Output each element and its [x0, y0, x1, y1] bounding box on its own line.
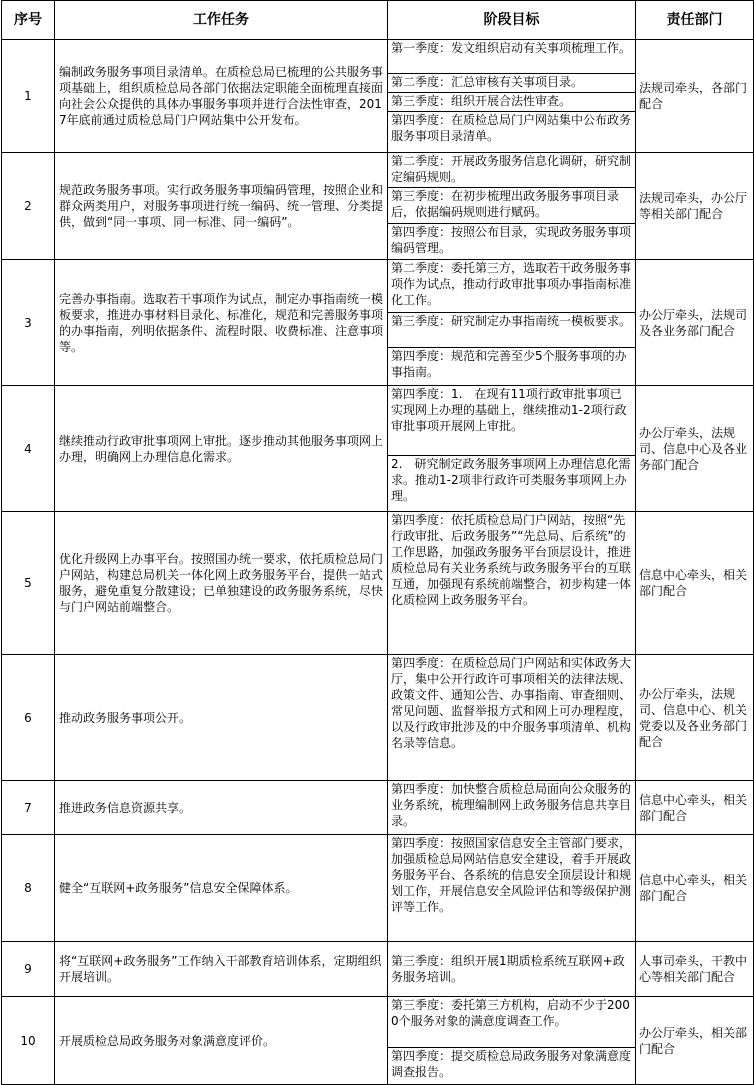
row-number: 6 [2, 655, 55, 781]
table-row [2, 655, 754, 781]
stage-goal: 第三季度：研究制定办事指南统一模板要求。 [388, 312, 635, 347]
dept-cell: 信息中心牵头，相关部门配合 [636, 835, 754, 942]
stage-goal: 第四季度：规范和完善至少5个服务事项的办事指南。 [388, 347, 635, 382]
goal-cell [388, 781, 636, 835]
row-number: 4 [2, 386, 55, 512]
table-row [2, 835, 754, 942]
table-row [2, 260, 754, 386]
header-no: 序号 [2, 1, 55, 40]
row-number: 10 [2, 997, 55, 1085]
goal-cell [388, 512, 636, 655]
dept-cell: 信息中心牵头，相关部门配合 [636, 781, 754, 835]
goal-cell [388, 40, 636, 153]
header-dept: 责任部门 [636, 1, 754, 40]
table-body [2, 40, 754, 1085]
stage-goal: 第四季度：按照公布目录，实现政务服务事项编码管理。 [388, 223, 635, 258]
stage-goal: 第四季度：加快整合质检总局面向公众服务的业务系统，梳理编制网上政务服务信息共享目录。 [391, 782, 632, 828]
stage-goal: 第四季度：在质检总局门户网站集中公布政务服务事项目录清单。 [388, 111, 635, 147]
task-cell: 规范政务服务事项。实行政务服务事项编码管理，按照企业和群众两类用户，对服务事项进行统一编码、统一管理、分类提供，做到“同一事项、同一标准、同一编码”。 [55, 153, 388, 260]
task-cell: 完善办事指南。选取若干事项作为试点，制定办事指南统一模板要求，推进办事材料目录化、标准化，规范和完善服务事项的办事指南，列明依据条件、流程时限、收费标准、注意事项等。 [55, 260, 388, 386]
stage-goal: 第二季度：汇总审核有关事项目录。 [388, 73, 635, 92]
row-number: 1 [2, 40, 55, 153]
table-row [2, 512, 754, 655]
stage-goal: 2. 研究制定政务服务事项网上办理信息化需求。推动1-2项非行政许可类服务事项网上办理。 [388, 455, 635, 509]
stage-goal: 第二季度：委托第三方，选取若干政务服务事项作为试点，推动行政审批事项办事指南标准化工作。 [391, 261, 632, 307]
goal-cell [388, 386, 636, 512]
header-task: 工作任务 [55, 1, 388, 40]
stage-goal: 第四季度：提交质检总局政务服务对象满意度调查报告。 [388, 1047, 635, 1082]
task-cell: 推进政务信息资源共享。 [55, 781, 388, 835]
task-cell: 编制政务服务事项目录清单。在质检总局已梳理的公共服务事项基础上，组织质检总局各部门依据法定职能全面梳理直接面向社会公众提供的具体办事服务事项并进行合法性审查，2017年底前通过质检总局门户网站集中公开发布。 [55, 40, 388, 153]
dept-cell: 办公厅牵头，相关部门配合 [636, 997, 754, 1085]
stage-goal: 第一季度：发文组织启动有关事项梳理工作。 [391, 41, 632, 55]
dept-cell: 法规司牵头，办公厅等相关部门配合 [636, 153, 754, 260]
stage-goal: 第三季度：组织开展合法性审查。 [388, 92, 635, 111]
stage-goal: 第四季度：1. 在现有11项行政审批事项已实现网上办理的基础上，继续推动1-2项行政审批事项开展网上审批。 [391, 387, 627, 433]
dept-cell: 办公厅牵头，法规司、信息中心及各业务部门配合 [636, 386, 754, 512]
dept-cell: 人事司牵头，干教中心等相关部门配合 [636, 942, 754, 997]
task-cell: 开展质检总局政务服务对象满意度评价。 [55, 997, 388, 1085]
row-number: 5 [2, 512, 55, 655]
goal-cell [388, 153, 636, 260]
goal-cell [388, 835, 636, 942]
header-goal: 阶段目标 [388, 1, 636, 40]
stage-goal: 第四季度：在质检总局门户网站和实体政务大厅，集中公开行政许可事项相关的法律法规、政策文件、通知公告、办事指南、审查细则、常见问题、监督举报方式和网上可办理程度，以及行政审批涉及的中介服务事项清单、机构名录等信息。 [391, 656, 632, 750]
stage-goal: 第四季度：按照国家信息安全主管部门要求，加强质检总局网站信息安全建设，着手开展政务服务平台、各系统的信息安全顶层设计和规划工作，开展信息安全风险评估和等级保护测评等工作。 [391, 836, 632, 914]
table-row [2, 997, 754, 1085]
dept-cell: 办公厅牵头，法规司及各业务部门配合 [636, 260, 754, 386]
dept-cell: 法规司牵头，各部门配合 [636, 40, 754, 153]
stage-goal: 第三季度：委托第三方机构，启动不少于2000个服务对象的满意度调查工作。 [391, 998, 630, 1028]
goal-cell [388, 942, 636, 997]
task-cell: 继续推动行政审批事项网上审批。逐步推动其他服务事项网上办理，明确网上办理信息化需求。 [55, 386, 388, 512]
row-number: 3 [2, 260, 55, 386]
table-row [2, 40, 754, 153]
table-row [2, 942, 754, 997]
goal-cell [388, 997, 636, 1085]
row-number: 2 [2, 153, 55, 260]
header-row [2, 1, 754, 40]
stage-goal: 第三季度：组织开展1期质检系统互联网+政务服务培训。 [391, 954, 625, 984]
row-number: 9 [2, 942, 55, 997]
task-cell: 推动政务服务事项公开。 [55, 655, 388, 781]
row-number: 8 [2, 835, 55, 942]
dept-cell: 信息中心牵头，相关部门配合 [636, 512, 754, 655]
goal-cell [388, 260, 636, 386]
task-cell: 健全“互联网+政务服务”信息安全保障体系。 [55, 835, 388, 942]
stage-goal: 第二季度：开展政务服务信息化调研，研究制定编码规则。 [391, 154, 632, 184]
table-row [2, 153, 754, 260]
row-number: 7 [2, 781, 55, 835]
work-plan-table [1, 0, 754, 1085]
dept-cell: 办公厅牵头，法规司、信息中心、机关党委以及各业务部门配合 [636, 655, 754, 781]
goal-cell [388, 655, 636, 781]
task-cell: 优化升级网上办事平台。按照国办统一要求，依托质检总局门户网站，构建总局机关一体化网上政务服务平台，提供一站式服务，避免重复分散建设；已单独建设的政务服务系统，尽快与门户网站前端整合。 [55, 512, 388, 655]
table-row [2, 386, 754, 512]
table-row [2, 781, 754, 835]
stage-goal: 第三季度：在初步梳理出政务服务事项目录后，依据编码规则进行赋码。 [388, 187, 635, 223]
task-cell: 将“互联网+政务服务”工作纳入干部教育培训体系，定期组织开展培训。 [55, 942, 388, 997]
stage-goal: 第四季度：依托质检总局门户网站，按照“先行政审批、后政务服务”“先总局、后系统”的工作思路，加强政务服务平台顶层设计，推进质检总局有关业务系统与政务服务平台的互联互通，加强现有系统前端整合，初步构建一体化质检网上政务服务平台。 [391, 513, 632, 607]
